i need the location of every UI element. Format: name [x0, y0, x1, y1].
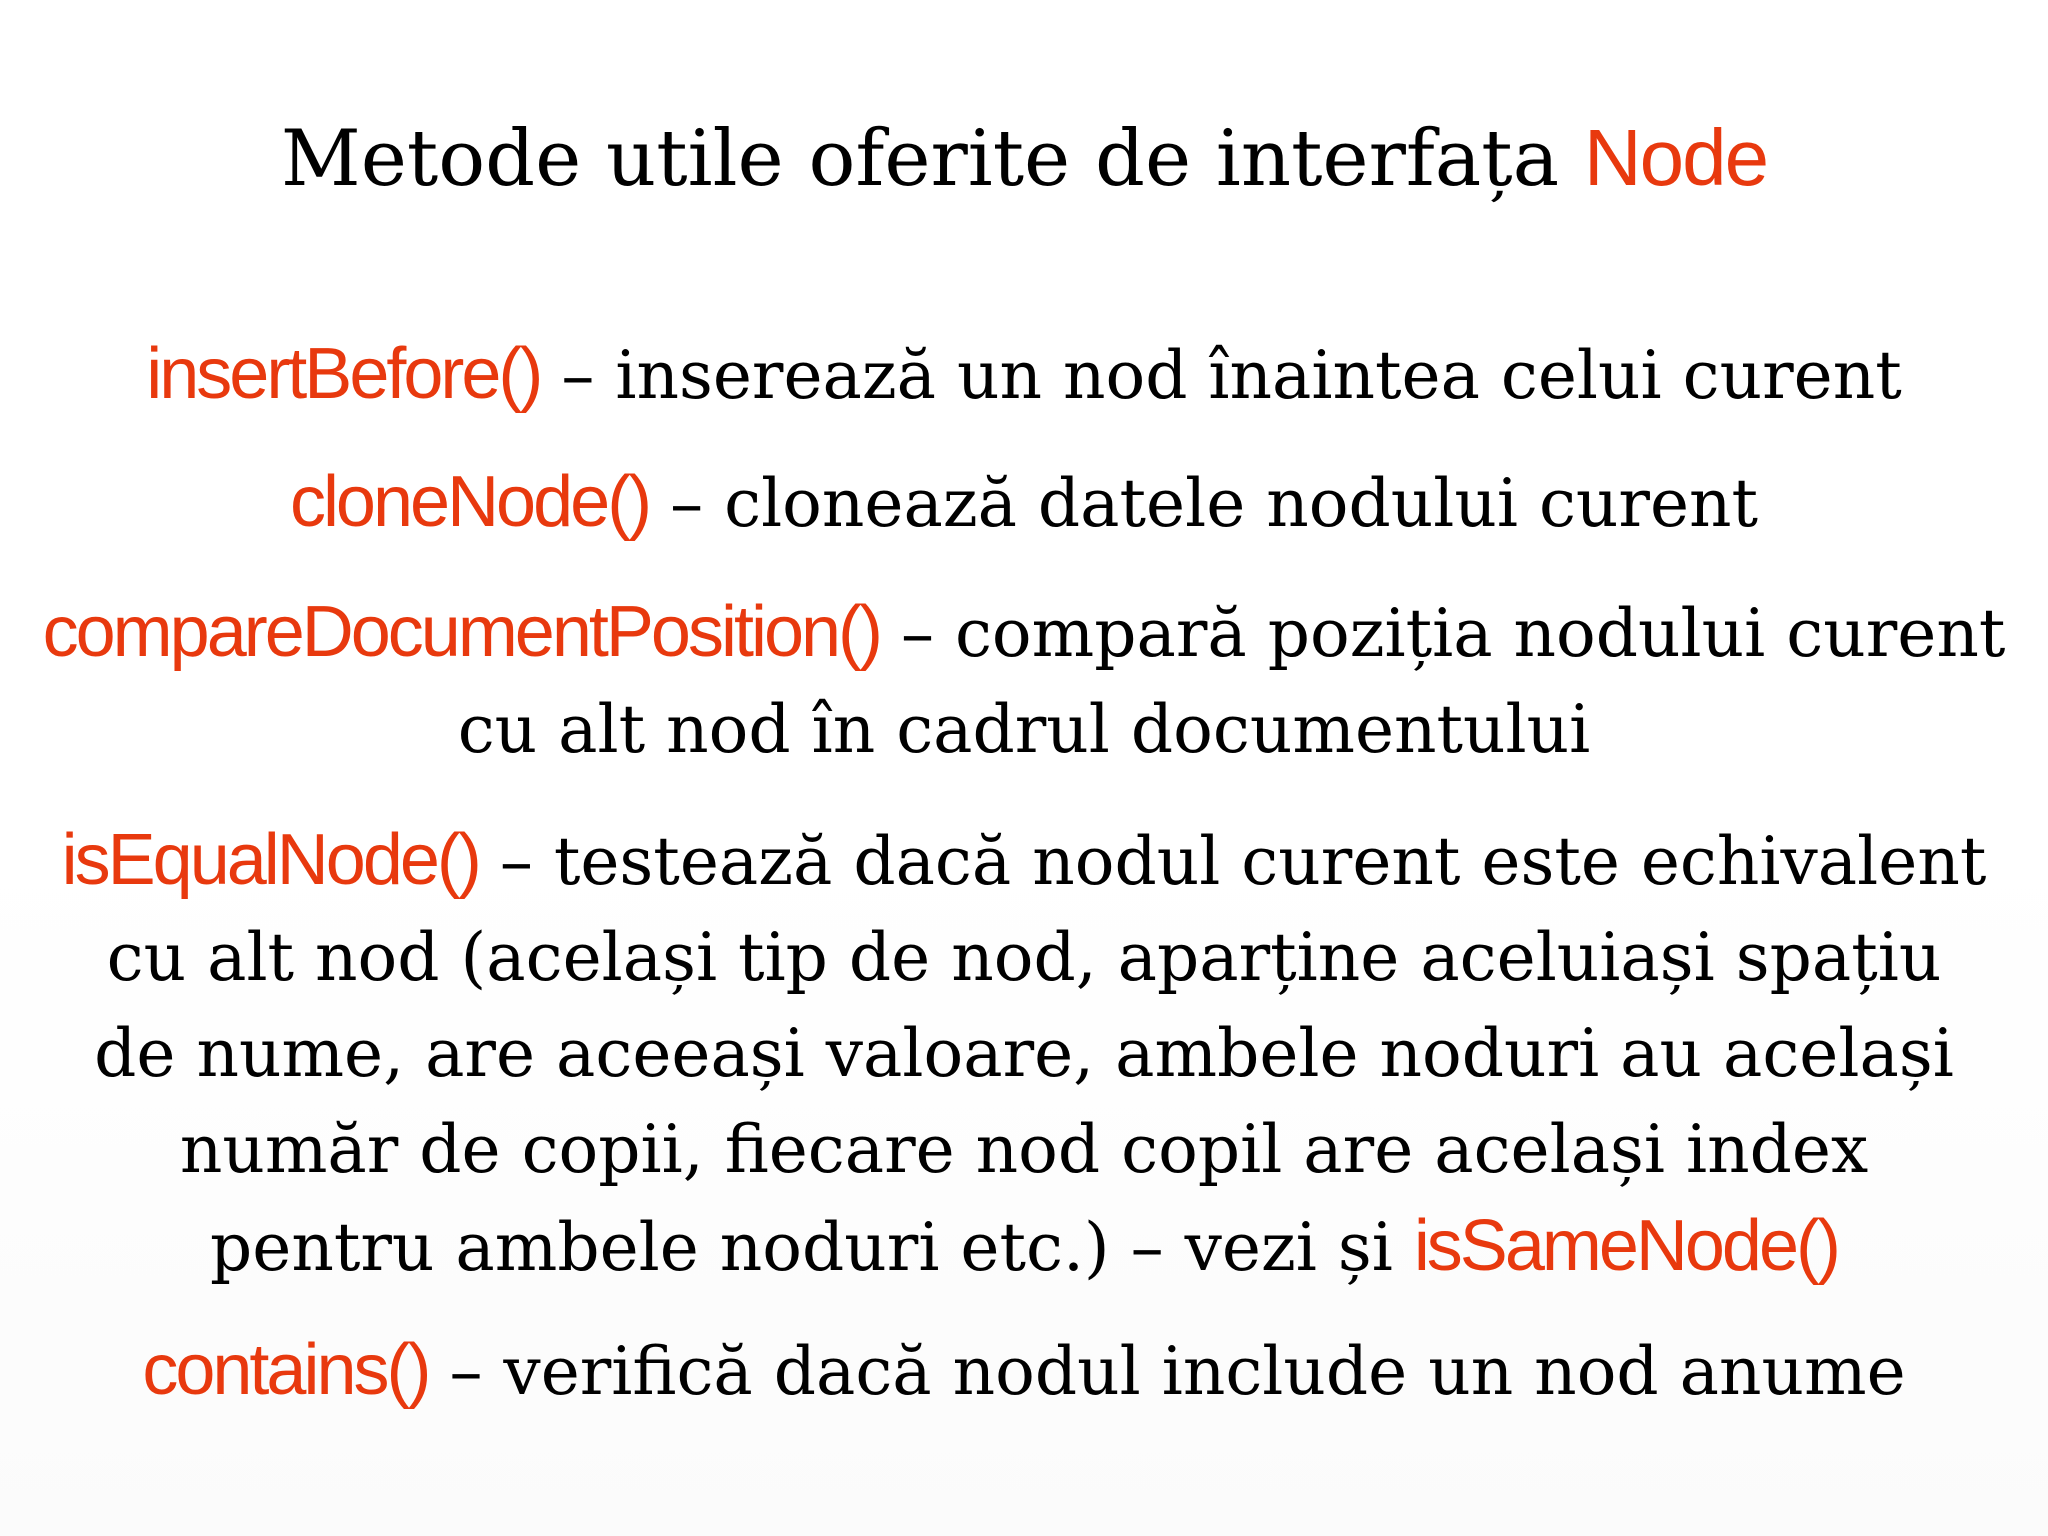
slide-title-highlight: Node: [1583, 113, 1768, 202]
method-description: – testează dacă nodul curent este echivalent: [499, 823, 1987, 900]
method-description-end: pentru ambele noduri etc.) – vezi și: [210, 1209, 1414, 1286]
see-also-method: isSameNode(): [1413, 1206, 1838, 1286]
method-description: – clonează datele nodului curent: [670, 465, 1759, 542]
entry-line: [0, 454, 2048, 552]
method-entry-insert-before: [0, 326, 2048, 424]
method-name: contains(): [142, 1330, 429, 1410]
method-name: compareDocumentPosition(): [42, 592, 880, 672]
slide-title: [0, 113, 2048, 204]
method-entry-compare-document-position: [0, 584, 2048, 778]
method-description: – compară poziția nodului curent: [900, 595, 2006, 672]
method-name: insertBefore(): [146, 334, 541, 414]
method-description: – verifică dacă nodul include un nod anume: [449, 1333, 1906, 1410]
method-name: isEqualNode(): [61, 820, 479, 900]
slide-title-text: Metode utile oferite de interfața: [280, 114, 1584, 204]
method-name: cloneNode(): [289, 462, 650, 542]
method-description: – inserează un nod înaintea celui curent: [561, 337, 1902, 414]
entry-line-continued: cu alt nod (același tip de nod, aparține aceluiași spațiu: [106, 919, 1942, 996]
entry-line: [0, 1322, 2048, 1420]
entry-line-continued: [0, 1198, 2048, 1296]
entry-line-continued: cu alt nod în cadrul documentului: [457, 691, 1591, 768]
method-entry-contains: [0, 1322, 2048, 1420]
method-entry-clone-node: [0, 454, 2048, 552]
entry-line-continued: de nume, are aceeași valoare, ambele noduri au același: [94, 1015, 1954, 1092]
entry-line: [0, 326, 2048, 424]
method-entry-is-equal-node: [0, 812, 2048, 1296]
entry-line: [0, 812, 2048, 910]
entry-line-continued: număr de copii, fiecare nod copil are același index: [179, 1111, 1869, 1188]
entry-line: [0, 584, 2048, 682]
